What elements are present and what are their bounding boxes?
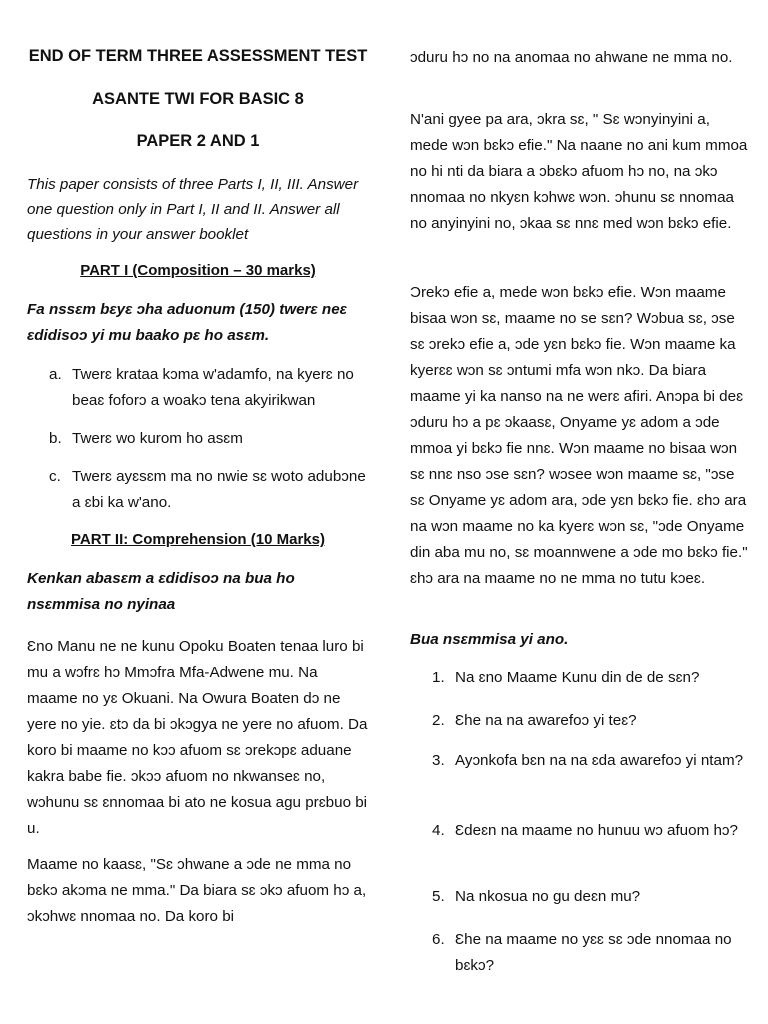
question-number: 1. <box>432 669 445 686</box>
question-text: Ɛhe na maame no yɛɛ sɛ ɔde nnomaa no bɛkɔ? <box>455 931 732 974</box>
question-5 <box>432 884 750 910</box>
passage-paragraph-2: Maame no kaasɛ, "Sɛ ɔhwane a ɔde ne mma no bɛkɔ akɔma ne mma." Da biara sɛ ɔkɔ afuom hɔ a, ɔkɔhwɛ nnomaa no. Da koro bi <box>27 856 367 925</box>
question-text: Na nkosua no gu deɛn mu? <box>455 888 641 905</box>
part1-item-c <box>49 464 369 516</box>
question-number: 6. <box>432 931 445 948</box>
question-2 <box>432 708 750 734</box>
passage-paragraph-1: Ɛno Manu ne ne kunu Opoku Boaten tenaa luro bi mu a wɔfrɛ hɔ Mmɔfra Mfa-Adwene mu. Na maame no yɛ Okuani. Na Owura Boaten dɔ ne yere no yie. ɛtɔ da bi ɔkɔgya ne yere no afuom. Da koro bi maame no kɔɔ afuom sɛ ɔrekɔpɛ aduane kakra babe fie. ɔkɔɔ afuom no nkwanseɛ no, wɔhunu sɛ ɛnnomaa bi ato ne kosua agu prɛbuo bi u. <box>27 638 368 837</box>
part1-instruction: Fa nssɛm bɛyɛ ɔha aduonum (150) twerɛ neɛ ɛdidisoɔ yi mu baako pɛ ho asɛm. <box>27 301 347 344</box>
item-label: b. <box>49 430 62 447</box>
question-4 <box>432 818 750 844</box>
part2-heading: PART II: Comprehension (10 Marks) <box>71 531 325 548</box>
question-text: Na ɛno Maame Kunu din de de sɛn? <box>455 669 700 686</box>
question-text: Ɛdeɛn na maame no hunuu wɔ afuom hɔ? <box>455 822 738 839</box>
passage-paragraph-4: N'ani gyee pa ara, ɔkra sɛ, " Sɛ wɔnyinyini a, mede wɔn bɛkɔ efie." Na naane no ani kum mmoa no hi nti da biara a ɔbɛkɔ afuom hɔ no, na ɔkɔ nnomaa no nkyɛn kɔhwɛ wɔn. ɔhunu sɛ nnomaa no anyinyini no, ɔkaa sɛ nnɛ med wɔn bɛkɔ efie. <box>410 111 748 232</box>
question-text: Ɛhe na na awarefoɔ yi teɛ? <box>455 712 637 729</box>
item-label: c. <box>49 468 61 485</box>
part2-instruction: Kenkan abasɛm a ɛdidisoɔ na bua ho nsɛmmisa no nyinaa <box>27 570 295 613</box>
question-6 <box>432 927 750 979</box>
subject-title: ASANTE TWI FOR BASIC 8 <box>92 90 304 108</box>
instructions-intro: This paper consists of three Parts I, II, III. Answer one question only in Part I, II and II. Answer all questions in your answer booklet <box>27 176 359 243</box>
exam-title: END OF TERM THREE ASSESSMENT TEST <box>28 47 368 65</box>
questions-heading: Bua nsɛmmisa yi ano. <box>410 631 569 648</box>
question-number: 5. <box>432 888 445 905</box>
item-label: a. <box>49 366 62 383</box>
passage-paragraph-5: Ɔrekɔ efie a, mede wɔn bɛkɔ efie. Wɔn maame bisaa wɔn sɛ, maame no se sɛn? Wɔbua sɛ, ɔse sɛ ɔrekɔ efie a, ɔde yɛn bɛkɔ fie. Wɔn maame ka kyerɛɛ wɔn sɛ ɔntumi mfa wɔn nkɔ. Da biara maame yi ka nanso na ne werɛ afiri. Anɔpa bi deɛ ɔduru hɔ a pɛ ɔkaasɛ, Onyame yɛ adom a ɔde mmoa yi bɛkɔ fie nnɛ. Wɔn maame no bisaa wɔn sɛ nnɛ nso ɔse sɛn? wɔsee wɔn maame sɛ, "ɔse sɛ Onyame yɛ adom ara, ɔde yɛn bɛkɔ fie. ɛhɔ ara na wɔn maame no ka kyerɛ wɔn sɛ, "ɔde Onyame din aba mu no, sɛ moannwene a ɔde mo bɛkɔ fie." ɛhɔ ara na maame no ne mma no tutu kɔeɛ. <box>410 284 748 587</box>
question-text: Ayɔnkofa bɛn na na ɛda awarefoɔ yi ntam? <box>455 752 744 769</box>
question-number: 2. <box>432 712 445 729</box>
item-text: Twerɛ krataa kɔma w'adamfo, na kyerɛ no beaɛ foforɔ a woakɔ tena akyirikwan <box>72 366 354 409</box>
question-number: 3. <box>432 752 445 769</box>
part1-heading: PART I (Composition – 30 marks) <box>80 262 316 279</box>
item-text: Twerɛ wo kurom ho asɛm <box>72 430 243 447</box>
question-3 <box>432 748 750 774</box>
part1-item-a <box>49 362 369 414</box>
part1-item-b <box>49 426 369 452</box>
question-number: 4. <box>432 822 445 839</box>
item-text: Twerɛ ayɛsɛm ma no nwie sɛ woto adubɔne a ɛbi ka w'ano. <box>72 468 366 511</box>
passage-paragraph-3: ɔduru hɔ no na anomaa no ahwane ne mma no. <box>410 49 733 66</box>
paper-title: PAPER 2 AND 1 <box>136 132 260 150</box>
question-1 <box>432 665 750 691</box>
